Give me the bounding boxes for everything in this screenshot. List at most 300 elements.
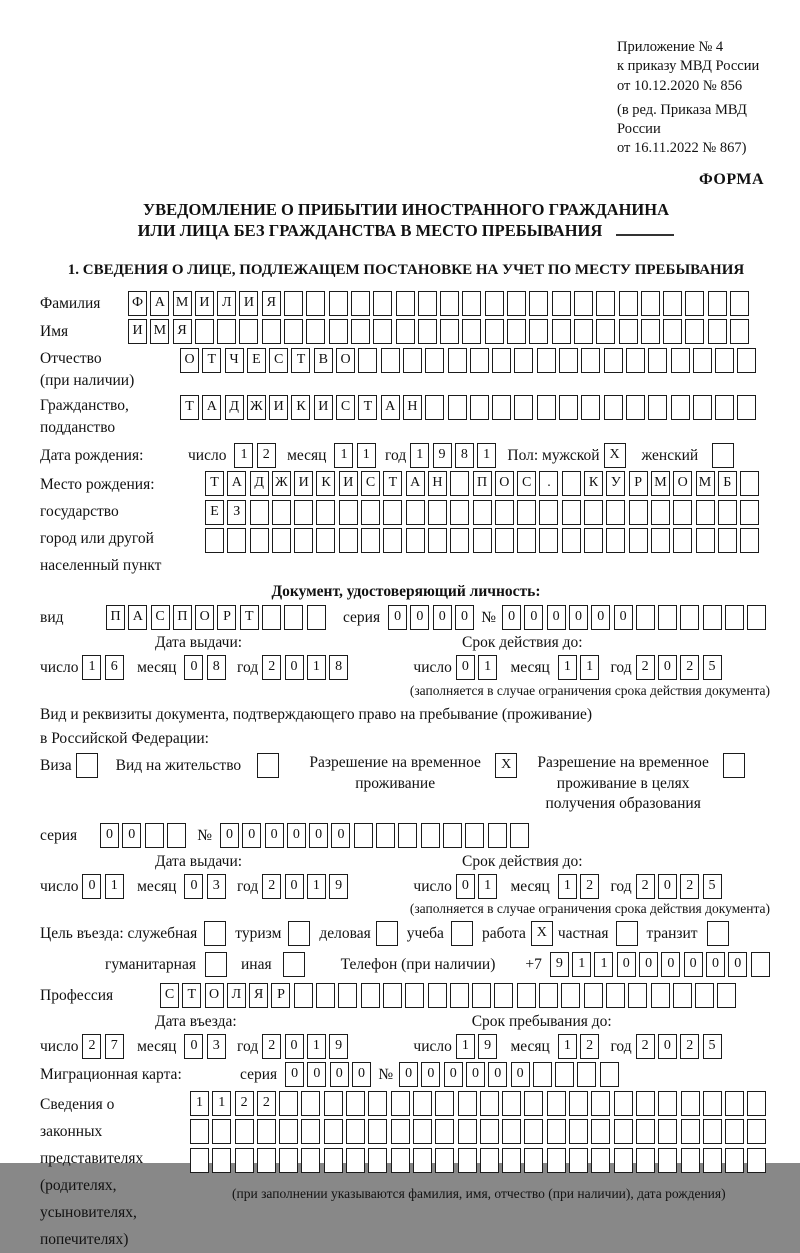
char-cell[interactable]: 1 <box>105 874 124 899</box>
char-cell[interactable] <box>205 952 227 977</box>
char-cell[interactable] <box>316 983 335 1008</box>
char-cell[interactable]: 0 <box>331 823 350 848</box>
char-cell[interactable] <box>539 528 558 553</box>
migration-series-cells[interactable] <box>285 1062 374 1087</box>
char-cell[interactable]: 3 <box>207 874 226 899</box>
tourism-checkbox[interactable] <box>288 921 310 946</box>
char-cell[interactable] <box>391 1119 410 1144</box>
char-cell[interactable] <box>294 528 313 553</box>
char-cell[interactable]: 0 <box>388 605 407 630</box>
char-cell[interactable] <box>418 291 437 316</box>
char-cell[interactable] <box>448 348 467 373</box>
char-cell[interactable] <box>279 1119 298 1144</box>
char-cell[interactable] <box>651 500 670 525</box>
char-cell[interactable] <box>257 1119 276 1144</box>
char-cell[interactable] <box>358 348 377 373</box>
char-cell[interactable]: О <box>495 471 514 496</box>
entry-month[interactable] <box>184 1034 229 1059</box>
char-cell[interactable] <box>413 1148 432 1173</box>
char-cell[interactable] <box>562 500 581 525</box>
char-cell[interactable] <box>450 471 469 496</box>
char-cell[interactable] <box>614 1148 633 1173</box>
char-cell[interactable] <box>626 395 645 420</box>
char-cell[interactable] <box>488 823 507 848</box>
char-cell[interactable] <box>681 1148 700 1173</box>
char-cell[interactable]: И <box>195 291 214 316</box>
char-cell[interactable]: К <box>316 471 335 496</box>
char-cell[interactable]: С <box>517 471 536 496</box>
residence-issue-year[interactable] <box>262 874 351 899</box>
char-cell[interactable] <box>257 753 279 778</box>
char-cell[interactable] <box>346 1091 365 1116</box>
char-cell[interactable]: 0 <box>591 605 610 630</box>
char-cell[interactable]: 0 <box>399 1062 418 1087</box>
char-cell[interactable] <box>272 500 291 525</box>
char-cell[interactable]: 0 <box>728 952 747 977</box>
char-cell[interactable]: С <box>336 395 355 420</box>
char-cell[interactable] <box>591 1091 610 1116</box>
char-cell[interactable]: 1 <box>572 952 591 977</box>
residence-permit-checkbox[interactable] <box>257 753 279 778</box>
visa-checkbox[interactable] <box>76 753 98 778</box>
char-cell[interactable] <box>368 1119 387 1144</box>
char-cell[interactable] <box>606 983 625 1008</box>
char-cell[interactable]: 1 <box>478 655 497 680</box>
char-cell[interactable] <box>695 983 714 1008</box>
char-cell[interactable] <box>574 291 593 316</box>
char-cell[interactable]: О <box>180 348 199 373</box>
char-cell[interactable] <box>552 291 571 316</box>
char-cell[interactable]: 0 <box>184 874 203 899</box>
char-cell[interactable] <box>636 605 655 630</box>
char-cell[interactable] <box>316 528 335 553</box>
char-cell[interactable] <box>606 528 625 553</box>
char-cell[interactable] <box>636 1119 655 1144</box>
char-cell[interactable]: О <box>205 983 224 1008</box>
sex-female-checkbox[interactable] <box>712 443 734 468</box>
char-cell[interactable] <box>747 1148 766 1173</box>
char-cell[interactable] <box>440 291 459 316</box>
char-cell[interactable] <box>510 823 529 848</box>
char-cell[interactable] <box>485 291 504 316</box>
identity-issue-month[interactable] <box>184 655 229 680</box>
char-cell[interactable]: 0 <box>661 952 680 977</box>
char-cell[interactable]: 2 <box>580 874 599 899</box>
char-cell[interactable] <box>396 319 415 344</box>
char-cell[interactable]: Я <box>262 291 281 316</box>
char-cell[interactable]: 0 <box>433 605 452 630</box>
char-cell[interactable] <box>383 528 402 553</box>
char-cell[interactable] <box>212 1148 231 1173</box>
char-cell[interactable]: Б <box>718 471 737 496</box>
char-cell[interactable] <box>693 348 712 373</box>
char-cell[interactable] <box>600 1062 619 1087</box>
private-checkbox[interactable] <box>616 921 638 946</box>
char-cell[interactable]: Л <box>227 983 246 1008</box>
birthplace-row2-cells[interactable] <box>205 500 762 525</box>
char-cell[interactable]: 1 <box>558 655 577 680</box>
char-cell[interactable] <box>693 395 712 420</box>
char-cell[interactable] <box>425 395 444 420</box>
char-cell[interactable]: 0 <box>352 1062 371 1087</box>
stay-year[interactable] <box>636 1034 725 1059</box>
char-cell[interactable] <box>435 1148 454 1173</box>
char-cell[interactable]: В <box>314 348 333 373</box>
char-cell[interactable] <box>495 528 514 553</box>
char-cell[interactable] <box>406 500 425 525</box>
char-cell[interactable]: Ч <box>225 348 244 373</box>
char-cell[interactable] <box>480 1148 499 1173</box>
char-cell[interactable]: 1 <box>456 1034 475 1059</box>
char-cell[interactable]: Т <box>383 471 402 496</box>
char-cell[interactable] <box>514 348 533 373</box>
char-cell[interactable] <box>584 983 603 1008</box>
char-cell[interactable] <box>368 1148 387 1173</box>
char-cell[interactable]: 0 <box>547 605 566 630</box>
char-cell[interactable] <box>472 983 491 1008</box>
char-cell[interactable]: 1 <box>410 443 429 468</box>
char-cell[interactable]: 0 <box>639 952 658 977</box>
char-cell[interactable] <box>450 528 469 553</box>
char-cell[interactable] <box>279 1148 298 1173</box>
char-cell[interactable] <box>346 1119 365 1144</box>
char-cell[interactable] <box>517 528 536 553</box>
char-cell[interactable] <box>648 348 667 373</box>
char-cell[interactable]: З <box>227 500 246 525</box>
doc-series-cells[interactable] <box>388 605 477 630</box>
char-cell[interactable] <box>440 319 459 344</box>
char-cell[interactable] <box>533 1062 552 1087</box>
char-cell[interactable] <box>361 983 380 1008</box>
char-cell[interactable] <box>507 291 526 316</box>
char-cell[interactable]: X <box>604 443 626 468</box>
char-cell[interactable]: А <box>406 471 425 496</box>
char-cell[interactable] <box>428 528 447 553</box>
char-cell[interactable]: Е <box>205 500 224 525</box>
doc-kind-cells[interactable] <box>106 605 329 630</box>
char-cell[interactable] <box>462 319 481 344</box>
birthplace-row3-cells[interactable] <box>205 528 762 553</box>
char-cell[interactable] <box>651 983 670 1008</box>
char-cell[interactable] <box>339 500 358 525</box>
char-cell[interactable]: 0 <box>285 1062 304 1087</box>
char-cell[interactable] <box>458 1119 477 1144</box>
char-cell[interactable] <box>740 500 759 525</box>
char-cell[interactable] <box>217 319 236 344</box>
char-cell[interactable]: 6 <box>105 655 124 680</box>
char-cell[interactable]: Т <box>182 983 201 1008</box>
char-cell[interactable]: Т <box>205 471 224 496</box>
char-cell[interactable] <box>524 1119 543 1144</box>
char-cell[interactable] <box>435 1119 454 1144</box>
char-cell[interactable]: 0 <box>309 823 328 848</box>
char-cell[interactable] <box>470 348 489 373</box>
char-cell[interactable] <box>451 921 473 946</box>
char-cell[interactable] <box>473 500 492 525</box>
char-cell[interactable]: И <box>239 291 258 316</box>
char-cell[interactable] <box>619 291 638 316</box>
official-checkbox[interactable] <box>204 921 226 946</box>
char-cell[interactable]: 8 <box>455 443 474 468</box>
char-cell[interactable]: 2 <box>257 443 276 468</box>
char-cell[interactable] <box>718 528 737 553</box>
char-cell[interactable] <box>351 291 370 316</box>
char-cell[interactable] <box>747 1091 766 1116</box>
char-cell[interactable]: 0 <box>614 605 633 630</box>
char-cell[interactable] <box>284 605 303 630</box>
char-cell[interactable]: Ж <box>247 395 266 420</box>
char-cell[interactable]: П <box>473 471 492 496</box>
char-cell[interactable]: 0 <box>242 823 261 848</box>
patronymic-cells[interactable] <box>180 348 760 373</box>
char-cell[interactable] <box>648 395 667 420</box>
char-cell[interactable] <box>361 528 380 553</box>
char-cell[interactable] <box>616 921 638 946</box>
char-cell[interactable] <box>145 823 164 848</box>
char-cell[interactable]: 0 <box>658 874 677 899</box>
char-cell[interactable] <box>696 500 715 525</box>
char-cell[interactable] <box>614 1091 633 1116</box>
char-cell[interactable]: А <box>227 471 246 496</box>
char-cell[interactable]: 2 <box>262 874 281 899</box>
char-cell[interactable]: И <box>294 471 313 496</box>
char-cell[interactable]: 1 <box>334 443 353 468</box>
char-cell[interactable]: Т <box>180 395 199 420</box>
char-cell[interactable] <box>324 1148 343 1173</box>
char-cell[interactable] <box>725 1148 744 1173</box>
char-cell[interactable]: Р <box>271 983 290 1008</box>
char-cell[interactable]: Д <box>225 395 244 420</box>
char-cell[interactable] <box>663 319 682 344</box>
char-cell[interactable] <box>428 500 447 525</box>
char-cell[interactable] <box>569 1148 588 1173</box>
char-cell[interactable]: Н <box>403 395 422 420</box>
char-cell[interactable]: 8 <box>329 655 348 680</box>
char-cell[interactable] <box>373 319 392 344</box>
char-cell[interactable] <box>591 1119 610 1144</box>
char-cell[interactable] <box>747 1119 766 1144</box>
char-cell[interactable]: Е <box>247 348 266 373</box>
name-cells[interactable] <box>128 319 752 344</box>
char-cell[interactable] <box>376 921 398 946</box>
char-cell[interactable]: М <box>173 291 192 316</box>
char-cell[interactable]: 0 <box>184 655 203 680</box>
char-cell[interactable] <box>524 1148 543 1173</box>
temp-permit-checkbox[interactable] <box>495 753 517 778</box>
char-cell[interactable]: 0 <box>100 823 119 848</box>
char-cell[interactable] <box>628 983 647 1008</box>
char-cell[interactable]: А <box>150 291 169 316</box>
char-cell[interactable] <box>596 319 615 344</box>
char-cell[interactable]: 0 <box>444 1062 463 1087</box>
char-cell[interactable] <box>524 1091 543 1116</box>
char-cell[interactable]: К <box>584 471 603 496</box>
transit-checkbox[interactable] <box>707 921 729 946</box>
char-cell[interactable] <box>458 1091 477 1116</box>
char-cell[interactable] <box>406 528 425 553</box>
char-cell[interactable]: 2 <box>636 1034 655 1059</box>
char-cell[interactable] <box>480 1091 499 1116</box>
char-cell[interactable]: 2 <box>680 1034 699 1059</box>
char-cell[interactable] <box>480 1119 499 1144</box>
other-checkbox[interactable] <box>283 952 305 977</box>
char-cell[interactable] <box>329 291 348 316</box>
char-cell[interactable]: 0 <box>220 823 239 848</box>
char-cell[interactable] <box>696 528 715 553</box>
char-cell[interactable]: 0 <box>658 655 677 680</box>
char-cell[interactable] <box>751 952 770 977</box>
char-cell[interactable] <box>391 1091 410 1116</box>
char-cell[interactable] <box>502 1148 521 1173</box>
char-cell[interactable] <box>450 983 469 1008</box>
residence-valid-day[interactable] <box>456 874 501 899</box>
char-cell[interactable] <box>574 319 593 344</box>
birthplace-row1-cells[interactable] <box>205 471 762 496</box>
work-checkbox[interactable] <box>531 921 553 946</box>
char-cell[interactable] <box>346 1148 365 1173</box>
char-cell[interactable]: 0 <box>511 1062 530 1087</box>
char-cell[interactable]: 0 <box>455 605 474 630</box>
char-cell[interactable] <box>306 319 325 344</box>
char-cell[interactable] <box>351 319 370 344</box>
char-cell[interactable]: 0 <box>285 655 304 680</box>
char-cell[interactable] <box>391 1148 410 1173</box>
representatives-row1-cells[interactable] <box>190 1091 770 1116</box>
char-cell[interactable]: 9 <box>433 443 452 468</box>
residence-issue-day[interactable] <box>82 874 127 899</box>
char-cell[interactable] <box>584 528 603 553</box>
business-checkbox[interactable] <box>376 921 398 946</box>
char-cell[interactable] <box>517 983 536 1008</box>
char-cell[interactable] <box>294 983 313 1008</box>
char-cell[interactable]: 1 <box>357 443 376 468</box>
char-cell[interactable] <box>680 605 699 630</box>
char-cell[interactable] <box>235 1148 254 1173</box>
char-cell[interactable] <box>396 291 415 316</box>
char-cell[interactable]: 1 <box>580 655 599 680</box>
char-cell[interactable]: 1 <box>307 1034 326 1059</box>
char-cell[interactable]: Ф <box>128 291 147 316</box>
char-cell[interactable]: А <box>128 605 147 630</box>
char-cell[interactable]: Ж <box>272 471 291 496</box>
char-cell[interactable]: 0 <box>488 1062 507 1087</box>
char-cell[interactable]: 0 <box>122 823 141 848</box>
char-cell[interactable] <box>316 500 335 525</box>
char-cell[interactable] <box>284 319 303 344</box>
char-cell[interactable] <box>418 319 437 344</box>
char-cell[interactable] <box>703 1119 722 1144</box>
char-cell[interactable] <box>685 291 704 316</box>
char-cell[interactable] <box>212 1119 231 1144</box>
char-cell[interactable]: 1 <box>212 1091 231 1116</box>
char-cell[interactable] <box>235 1119 254 1144</box>
char-cell[interactable] <box>283 952 305 977</box>
char-cell[interactable]: Т <box>202 348 221 373</box>
char-cell[interactable] <box>547 1091 566 1116</box>
char-cell[interactable]: X <box>531 921 553 946</box>
char-cell[interactable] <box>443 823 462 848</box>
char-cell[interactable]: 0 <box>330 1062 349 1087</box>
char-cell[interactable]: 7 <box>105 1034 124 1059</box>
entry-year[interactable] <box>262 1034 351 1059</box>
char-cell[interactable] <box>685 319 704 344</box>
char-cell[interactable] <box>307 605 326 630</box>
char-cell[interactable] <box>485 319 504 344</box>
char-cell[interactable] <box>306 291 325 316</box>
char-cell[interactable] <box>301 1148 320 1173</box>
char-cell[interactable]: 1 <box>558 1034 577 1059</box>
char-cell[interactable]: О <box>673 471 692 496</box>
char-cell[interactable]: 0 <box>421 1062 440 1087</box>
char-cell[interactable]: 9 <box>478 1034 497 1059</box>
char-cell[interactable] <box>725 605 744 630</box>
char-cell[interactable] <box>539 983 558 1008</box>
char-cell[interactable] <box>473 528 492 553</box>
char-cell[interactable] <box>413 1119 432 1144</box>
char-cell[interactable]: 2 <box>82 1034 101 1059</box>
birth-day-cells[interactable] <box>234 443 279 468</box>
char-cell[interactable]: И <box>339 471 358 496</box>
char-cell[interactable] <box>658 1119 677 1144</box>
char-cell[interactable] <box>539 500 558 525</box>
char-cell[interactable]: . <box>539 471 558 496</box>
char-cell[interactable]: 5 <box>703 874 722 899</box>
char-cell[interactable] <box>581 395 600 420</box>
residence-valid-year[interactable] <box>636 874 725 899</box>
char-cell[interactable]: 0 <box>706 952 725 977</box>
stay-month[interactable] <box>558 1034 603 1059</box>
char-cell[interactable] <box>368 1091 387 1116</box>
char-cell[interactable] <box>641 319 660 344</box>
char-cell[interactable] <box>708 319 727 344</box>
char-cell[interactable]: 2 <box>580 1034 599 1059</box>
char-cell[interactable] <box>413 1091 432 1116</box>
char-cell[interactable] <box>458 1148 477 1173</box>
char-cell[interactable]: О <box>336 348 355 373</box>
char-cell[interactable]: Т <box>358 395 377 420</box>
char-cell[interactable] <box>288 921 310 946</box>
char-cell[interactable]: Т <box>291 348 310 373</box>
char-cell[interactable] <box>167 823 186 848</box>
char-cell[interactable]: 0 <box>456 874 475 899</box>
representatives-row2-cells[interactable] <box>190 1119 770 1144</box>
char-cell[interactable] <box>559 395 578 420</box>
char-cell[interactable]: С <box>160 983 179 1008</box>
char-cell[interactable] <box>671 395 690 420</box>
profession-cells[interactable] <box>160 983 740 1008</box>
char-cell[interactable] <box>383 500 402 525</box>
char-cell[interactable] <box>606 500 625 525</box>
humanitarian-checkbox[interactable] <box>205 952 227 977</box>
char-cell[interactable] <box>629 500 648 525</box>
residence-series-cells[interactable] <box>100 823 189 848</box>
char-cell[interactable] <box>494 983 513 1008</box>
char-cell[interactable]: 2 <box>636 874 655 899</box>
char-cell[interactable] <box>329 319 348 344</box>
char-cell[interactable] <box>671 348 690 373</box>
char-cell[interactable]: 9 <box>329 874 348 899</box>
char-cell[interactable]: С <box>361 471 380 496</box>
char-cell[interactable] <box>569 1091 588 1116</box>
char-cell[interactable]: 9 <box>329 1034 348 1059</box>
char-cell[interactable] <box>547 1119 566 1144</box>
char-cell[interactable]: 1 <box>558 874 577 899</box>
char-cell[interactable] <box>747 605 766 630</box>
char-cell[interactable] <box>737 348 756 373</box>
char-cell[interactable]: Д <box>250 471 269 496</box>
char-cell[interactable] <box>561 983 580 1008</box>
char-cell[interactable] <box>555 1062 574 1087</box>
